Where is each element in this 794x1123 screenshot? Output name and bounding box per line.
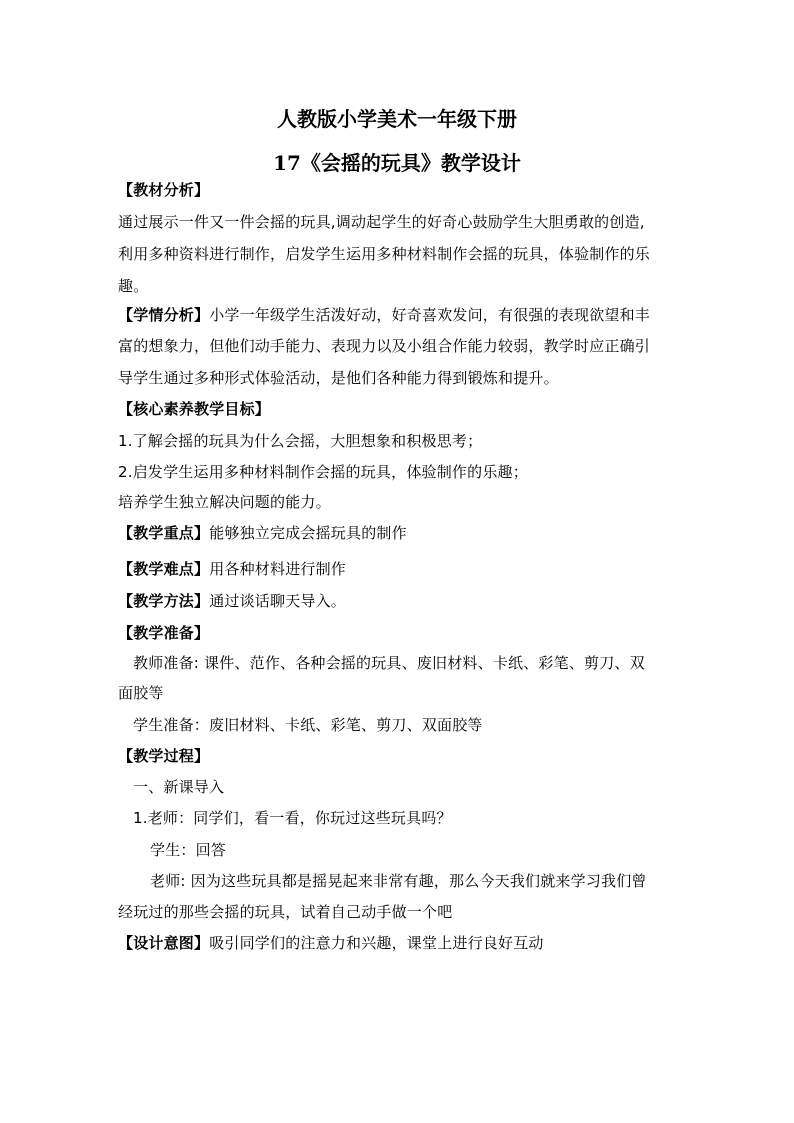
teacher-preparation-line: 教师准备: 课件、范作、各种会摇的玩具、废旧材料、卡纸、彩笔、剪刀、双 bbox=[133, 654, 645, 672]
key-point-row bbox=[118, 523, 407, 543]
goal-item: 1.了解会摇的玩具为什么会摇，大胆想象和积极思考； bbox=[118, 432, 483, 450]
goal-item: 培养学生独立解决问题的能力。 bbox=[118, 493, 331, 511]
student-preparation-line: 学生准备：废旧材料、卡纸、彩笔、剪刀、双面胶等 bbox=[133, 716, 483, 734]
process-section-title: 一、新课导入 bbox=[133, 778, 225, 796]
teacher-preparation-line: 面胶等 bbox=[118, 684, 164, 702]
design-intent-text: 吸引同学们的注意力和兴趣，课堂上进行良好互动 bbox=[209, 934, 544, 952]
material-analysis-heading: 【教材分析】 bbox=[118, 181, 210, 199]
material-analysis-line: 通过展示一件又一件会摇的玩具,调动起学生的好奇心鼓励学生大胆勇敢的创造, bbox=[118, 213, 645, 231]
student-analysis-heading: 【学情分析】 bbox=[118, 306, 210, 324]
key-point-heading: 【教学重点】 bbox=[118, 524, 210, 542]
design-intent-row bbox=[118, 933, 544, 953]
teacher-statement-line: 老师: 因为这些玩具都是摇晃起来非常有趣，那么今天我们就来学习我们曾 bbox=[150, 872, 647, 890]
student-analysis-line: 富的想象力，但他们动手能力、表现力以及小组合作能力较弱，教学时应正确引 bbox=[118, 337, 651, 355]
student-analysis-paragraph bbox=[118, 305, 650, 325]
student-analysis-line: 小学一年级学生活泼好动，好奇喜欢发问，有很强的表现欲望和丰 bbox=[209, 306, 651, 324]
preparation-heading: 【教学准备】 bbox=[118, 624, 210, 642]
difficulty-row bbox=[118, 559, 346, 579]
design-intent-heading: 【设计意图】 bbox=[118, 934, 210, 952]
method-heading: 【教学方法】 bbox=[118, 592, 210, 610]
teacher-statement-line: 经玩过的那些会摇的玩具，试着自己动手做一个吧 bbox=[118, 903, 453, 921]
student-answer: 学生：回答 bbox=[150, 841, 227, 859]
material-analysis-line: 趣。 bbox=[118, 277, 149, 295]
method-row bbox=[118, 591, 346, 611]
goal-item: 2.启发学生运用多种材料制作会摇的玩具，体验制作的乐趣； bbox=[118, 463, 528, 481]
goals-heading: 【核心素养教学目标】 bbox=[118, 400, 271, 418]
difficulty-text: 用各种材料进行制作 bbox=[209, 560, 347, 578]
key-point-text: 能够独立完成会摇玩具的制作 bbox=[209, 524, 407, 542]
student-analysis-line: 导学生通过多种形式体验活动，是他们各种能力得到锻炼和提升。 bbox=[118, 369, 559, 387]
method-text: 通过谈话聊天导入。 bbox=[209, 592, 347, 610]
process-heading: 【教学过程】 bbox=[118, 747, 210, 765]
difficulty-heading: 【教学难点】 bbox=[118, 560, 210, 578]
document-subtitle: 17《会摇的玩具》教学设计 bbox=[273, 151, 521, 175]
material-analysis-line: 利用多种资料进行制作，启发学生运用多种材料制作会摇的玩具，体验制作的乐 bbox=[118, 245, 651, 263]
document-title: 人教版小学美术一年级下册 bbox=[277, 107, 517, 131]
teacher-question: 1.老师：同学们，看一看，你玩过这些玩具吗？ bbox=[133, 809, 452, 827]
